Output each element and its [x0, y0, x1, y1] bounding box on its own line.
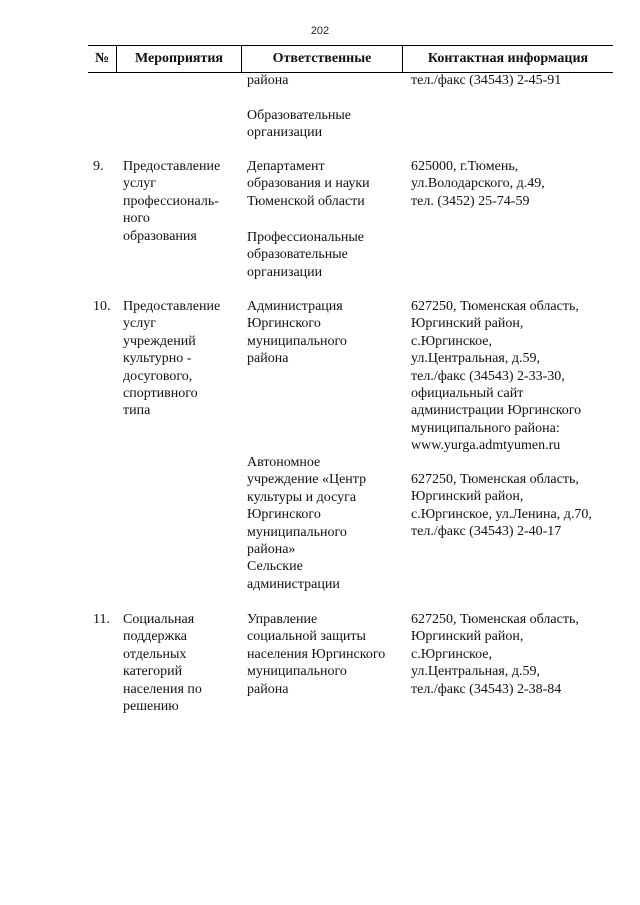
- header-responsible: Ответственные: [272, 51, 372, 66]
- row-10-number: 10.: [93, 299, 111, 314]
- continuation-responsible-orgs: Образовательные организации: [247, 108, 351, 141]
- row-9-responsible: Департамент образования и науки Тюменской области: [247, 159, 370, 209]
- row-11-event: Социальная поддержка отдельных категорий населения по решению: [123, 612, 202, 715]
- continuation-responsible: района: [247, 73, 289, 88]
- row-10-contact: 627250, Тюменская область, Юргинский район, с.Юргинское, ул.Центральная, д.59, тел./факс (34543) 2-33-30, официальный сайт администрации Юргинского муниципального района: www.yurga.admtyumen.ru: [411, 299, 582, 454]
- row-9-contact: 625000, г.Тюмень, ул.Володарского, д.49, тел. (3452) 25-74-59: [411, 159, 545, 209]
- row-11-responsible: Управление социальной защиты населения Юргинского муниципального района: [247, 612, 386, 697]
- row-9-number: 9.: [93, 159, 104, 174]
- header-contact: Контактная информация: [427, 51, 589, 66]
- header-events: Мероприятия: [134, 51, 224, 66]
- continuation-contact: тел./факс (34543) 2-45-91: [411, 73, 562, 88]
- table-header: [88, 45, 613, 73]
- row-11-number: 11.: [93, 612, 110, 627]
- row-10-responsible: Администрация Юргинского муниципального района: [247, 299, 347, 367]
- row-9-event: Предоставление услуг профессиональ- ного образования: [123, 159, 221, 244]
- header-number: №: [94, 51, 110, 66]
- row-10-responsible-center: Автономное учреждение «Центр культуры и досуга Юргинского муниципального района» Сельские администрации: [247, 455, 367, 592]
- row-10-event: Предоставление услуг учреждений культурно - досугового, спортивного типа: [123, 299, 221, 419]
- row-11-contact: 627250, Тюменская область, Юргинский район, с.Юргинское, ул.Центральная, д.59, тел./факс (34543) 2-38-84: [411, 612, 579, 697]
- row-10-contact-center: 627250, Тюменская область, Юргинский район, с.Юргинское, ул.Ленина, д.70, тел./факс (34543) 2-40-17: [411, 472, 592, 540]
- page-number: 202: [310, 25, 330, 37]
- row-9-responsible-orgs: Профессиональные образовательные организации: [247, 230, 364, 280]
